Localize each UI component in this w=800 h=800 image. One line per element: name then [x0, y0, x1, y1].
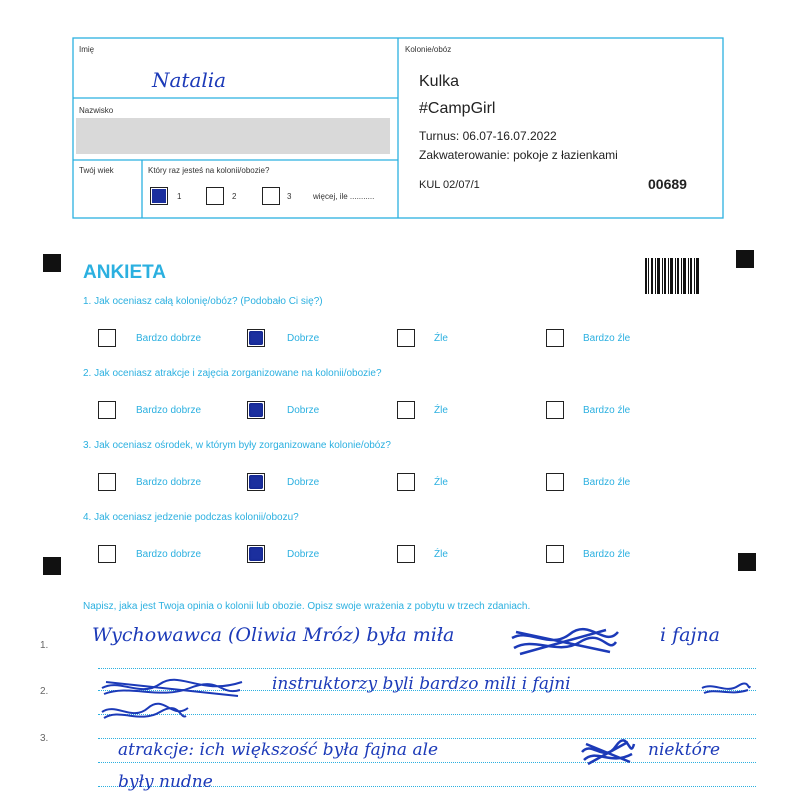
rating-option-label: Dobrze [287, 477, 320, 488]
camp-name: Kulka [419, 73, 460, 90]
rating-option-label: Źle [434, 405, 448, 416]
survey-title: ANKIETA [83, 262, 167, 283]
ktory-raz-label: Który raz jesteś na kolonii/obozie? [148, 166, 270, 175]
opinion-line-number-1: 1. [40, 640, 49, 651]
opinion-prompt: Napisz, jaka jest Twoja opinia o kolonii lub obozie. Opisz swoje wrażenia z pobytu w trzech zdaniach. [83, 601, 531, 612]
wiek-label: Twój wiek [79, 166, 114, 175]
rating-checkbox[interactable] [247, 401, 265, 419]
handwriting-line: niektóre [648, 740, 721, 760]
rating-option-label: Bardzo dobrze [136, 405, 202, 416]
zakwaterowanie-value: pokoje z łazienkami [513, 148, 618, 162]
rating-option-label: Dobrze [287, 549, 320, 560]
rating-option-label: Bardzo dobrze [136, 477, 202, 488]
rating-checkbox[interactable] [247, 545, 265, 563]
imie-label: Imię [79, 45, 95, 54]
imie-value: Natalia [152, 68, 227, 92]
rating-checkbox[interactable] [546, 545, 564, 563]
rating-option-label: Bardzo źle [583, 333, 631, 344]
rating-checkbox[interactable] [546, 473, 564, 491]
rating-option-label: Dobrze [287, 405, 320, 416]
nazwisko-label: Nazwisko [79, 106, 114, 115]
ktory-raz-option-2: 2 [232, 192, 237, 201]
registration-marker-br [738, 553, 756, 571]
crossed-out-scribble [700, 680, 752, 698]
rating-checkbox[interactable] [397, 473, 415, 491]
rating-checkbox[interactable] [98, 473, 116, 491]
question-text: 4. Jak oceniasz jedzenie podczas kolonii/obozu? [83, 512, 299, 523]
rating-checkbox[interactable] [98, 401, 116, 419]
turnus-row [419, 129, 557, 143]
ktory-raz-option-1: 1 [177, 192, 182, 201]
writing-line [98, 714, 756, 715]
crossed-out-scribble [580, 738, 636, 768]
rating-checkbox[interactable] [546, 401, 564, 419]
question-text: 2. Jak oceniasz atrakcje i zajęcia zorganizowane na kolonii/obozie? [83, 368, 382, 379]
camp-code: KUL 02/07/1 [419, 179, 480, 191]
barcode-icon [645, 258, 701, 294]
ktory-raz-checkbox-3[interactable] [262, 187, 280, 205]
rating-checkbox[interactable] [397, 329, 415, 347]
rating-checkbox[interactable] [98, 329, 116, 347]
rating-option-label: Źle [434, 333, 448, 344]
handwriting-line: instruktorzy byli bardzo mili i fajni [272, 674, 571, 694]
rating-option-label: Bardzo źle [583, 477, 631, 488]
rating-checkbox[interactable] [397, 401, 415, 419]
rating-checkbox[interactable] [247, 473, 265, 491]
crossed-out-scribble [100, 676, 245, 700]
form-number: 00689 [648, 176, 687, 192]
ktory-raz-option-3: 3 [287, 192, 292, 201]
turnus-label: Turnus: [419, 129, 460, 143]
handwriting-line: i fajna [660, 624, 720, 646]
registration-marker-tl [43, 254, 61, 272]
camp-tag: #CampGirl [419, 100, 496, 117]
turnus-value: 06.07-16.07.2022 [462, 129, 557, 143]
rating-option-label: Źle [434, 477, 448, 488]
zakwaterowanie-label: Zakwaterowanie: [419, 148, 510, 162]
writing-line [98, 668, 756, 669]
registration-marker-bl [43, 557, 61, 575]
rating-option-label: Dobrze [287, 333, 320, 344]
handwriting-line: atrakcje: ich większość była fajna ale [118, 740, 439, 760]
rating-option-label: Bardzo źle [583, 549, 631, 560]
wiecej-label: więcej, ile ........... [313, 192, 375, 201]
ktory-raz-checkbox-1[interactable] [150, 187, 168, 205]
rating-option-label: Źle [434, 549, 448, 560]
crossed-out-scribble [510, 624, 620, 660]
ktory-raz-checkbox-2[interactable] [206, 187, 224, 205]
redacted-surname [76, 118, 390, 154]
rating-checkbox[interactable] [247, 329, 265, 347]
opinion-line-number-3: 3. [40, 733, 49, 744]
writing-line [98, 762, 756, 763]
rating-option-label: Bardzo dobrze [136, 333, 202, 344]
rating-checkbox[interactable] [397, 545, 415, 563]
rating-checkbox[interactable] [546, 329, 564, 347]
registration-marker-tr [736, 250, 754, 268]
rating-checkbox[interactable] [98, 545, 116, 563]
question-text: 1. Jak oceniasz całą kolonię/obóz? (Podobało Ci się?) [83, 296, 323, 307]
crossed-out-scribble [100, 700, 190, 724]
question-text: 3. Jak oceniasz ośrodek, w którym były zorganizowane kolonie/obóz? [83, 440, 391, 451]
opinion-line-number-2: 2. [40, 686, 49, 697]
rating-option-label: Bardzo źle [583, 405, 631, 416]
rating-option-label: Bardzo dobrze [136, 549, 202, 560]
zakwaterowanie-row [419, 148, 618, 162]
writing-line [98, 738, 756, 739]
handwriting-line: były nudne [118, 772, 213, 792]
handwriting-line: Wychowawca (Oliwia Mróz) była miła [92, 624, 455, 646]
kolonie-label: Kolonie/obóz [405, 45, 452, 54]
